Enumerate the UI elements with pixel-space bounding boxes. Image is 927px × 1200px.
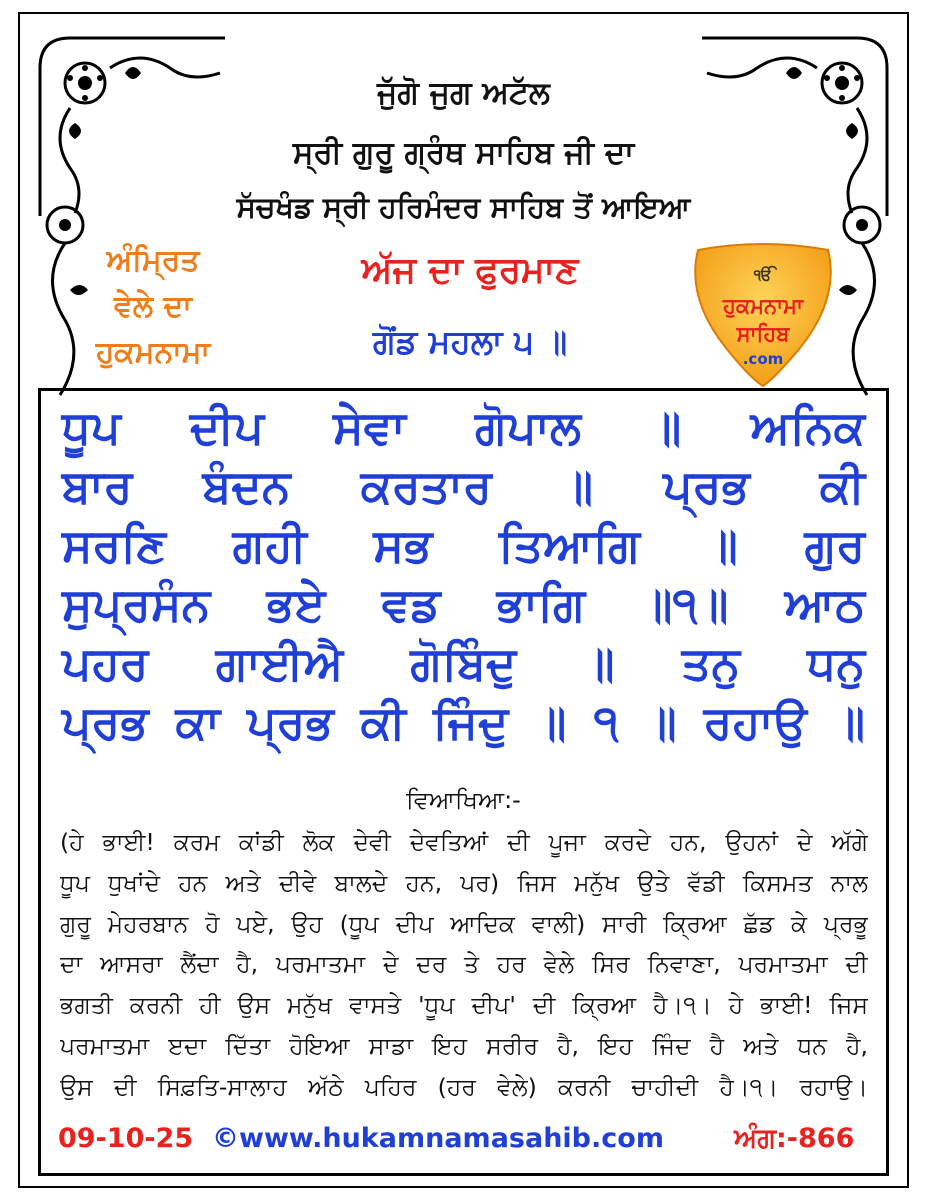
amrit-vele-line-2: ਵੇਲੇ ਦਾ — [114, 289, 192, 324]
footer-ang: ਅੰਗ:-866 — [734, 1123, 855, 1154]
viakhia-text — [60, 822, 868, 1108]
viakhia-line: ਭਗਤੀ ਕਰਨੀ ਹੀ ਉਸ ਮਨੁੱਖ ਵਾਸਤੇ 'ਧੂਪ ਦੀਪ' ਦੀ ਕ੍ਰਿਆ ਹੈ।੧। ਹੇ ਭਾਈ! ਜਿਸ — [60, 991, 868, 1020]
logo-line-2: ਸਾਹਿਬ — [736, 322, 790, 346]
footer-website-link[interactable]: ©www.hukamnamasahib.com — [212, 1123, 664, 1154]
gurbani-line: ਪ੍ਰਭ ਕਾ ਪ੍ਰਭ ਕੀ ਜਿੰਦੁ ॥ ੧ ॥ ਰਹਾਉ ॥ — [62, 695, 865, 749]
logo-line-3: .com — [742, 350, 784, 368]
logo-ek-onkar: ੴ — [753, 266, 773, 284]
viakhia-line: ਪਰਮਾਤਮਾ ੲਦਾ ਦਿੱਤਾ ਹੋਇਆ ਸਾਡਾ ਇਹ ਸਰੀਰ ਹੈ, ਇਹ ਜਿੰਦ ਹੈ ਅਤੇ ਧਨ ਹੈ, — [60, 1031, 868, 1060]
hukamnama-sahib-logo — [680, 238, 846, 388]
viakhia-line: ਗੁਰੂ ਮੇਹਰਬਾਨ ਹੋ ਪਏ, ਉਹ (ਧੂਪ ਦੀਪ ਆਦਿਕ ਵਾਲੀ) ਸਾਰੀ ਕ੍ਰਿਆ ਛੱਡ ਕੇ ਪ੍ਰਭੂ — [60, 909, 868, 938]
header-line-3: ਸੱਚਖੰਡ ਸ੍ਰੀ ਹਰਿਮੰਦਰ ਸਾਹਿਬ ਤੋਂ ਆਇਆ — [236, 190, 691, 224]
aaj-da-furmaan-title: ਅੱਜ ਦਾ ਫੁਰਮਾਣ — [361, 250, 579, 291]
gurbani-line: ਪਹਰ ਗਾਈਐ ਗੋਬਿੰਦੁ ॥ ਤਨੁ ਧਨੁ — [62, 636, 865, 690]
logo-line-1: ਹੁਕਮਨਾਮਾ — [723, 294, 803, 318]
gurbani-line: ਸੁਪ੍ਰਸੰਨ ਭਏ ਵਡ ਭਾਗਿ ॥੧॥ ਆਠ — [62, 577, 865, 631]
viakhia-line: ਉਸ ਦੀ ਸਿਫ਼ਤਿ-ਸਾਲਾਹ ਅੱਠੇ ਪਹਿਰ (ਹਰ ਵੇਲੇ) ਕਰਨੀ ਚਾਹੀਦੀ ਹੈ।੧। ਰਹਾਉ। — [60, 1072, 868, 1101]
footer-date: 09-10-25 — [58, 1123, 194, 1154]
header-line-1: ਜੁੱਗੋ ਜੁਗ ਅਟੱਲ — [377, 75, 550, 111]
viakhia-line: ਧੂਪ ਧੁਖਾਂਦੇ ਹਨ ਅਤੇ ਦੀਵੇ ਬਾਲਦੇ ਹਨ, ਪਰ) ਜਿਸ ਮਨੁੱਖ ਉਤੇ ਵੱਡੀ ਕਿਸਮਤ ਨਾਲ — [60, 868, 868, 897]
amrit-vele-line-1: ਅੰਮ੍ਰਿਤ — [106, 243, 200, 278]
viakhia-title: ਵਿਆਖਿਆ:- — [406, 786, 521, 814]
amrit-vele-label — [48, 238, 258, 376]
amrit-vele-line-3: ਹੁਕਮਨਾਮਾ — [95, 335, 211, 370]
header-line-2: ਸ੍ਰੀ ਗੁਰੂ ਗ੍ਰੰਥ ਸਾਹਿਬ ਜੀ ਦਾ — [292, 135, 635, 171]
gurbani-text — [62, 398, 865, 752]
gurbani-line: ਧੂਪ ਦੀਪ ਸੇਵਾ ਗੋਪਾਲ ॥ ਅਨਿਕ — [62, 400, 865, 454]
viakhia-line: ਦਾ ਆਸਰਾ ਲੈਂਦਾ ਹੈ, ਪਰਮਾਤਮਾ ਦੇ ਦਰ ਤੇ ਹਰ ਵੇਲੇ ਸਿਰ ਨਿਵਾਣਾ, ਪਰਮਾਤਮਾ ਦੀ — [60, 950, 868, 979]
gurbani-line: ਸਰਣਿ ਗਹੀ ਸਭ ਤਿਆਗਿ ॥ ਗੁਰ — [62, 518, 865, 572]
viakhia-line: (ਹੇ ਭਾਈ! ਕਰਮ ਕਾਂਡੀ ਲੋਕ ਦੇਵੀ ਦੇਵਤਿਆਂ ਦੀ ਪੂਜਾ ਕਰਦੇ ਹਨ, ਉਹਨਾਂ ਦੇ ਅੱਗੇ — [60, 828, 868, 856]
raag-line: ਗੋਂਡ ਮਹਲਾ ੫ ॥ — [372, 322, 568, 361]
gurbani-line: ਬਾਰ ਬੰਦਨ ਕਰਤਾਰ ॥ ਪ੍ਰਭ ਕੀ — [62, 459, 865, 513]
